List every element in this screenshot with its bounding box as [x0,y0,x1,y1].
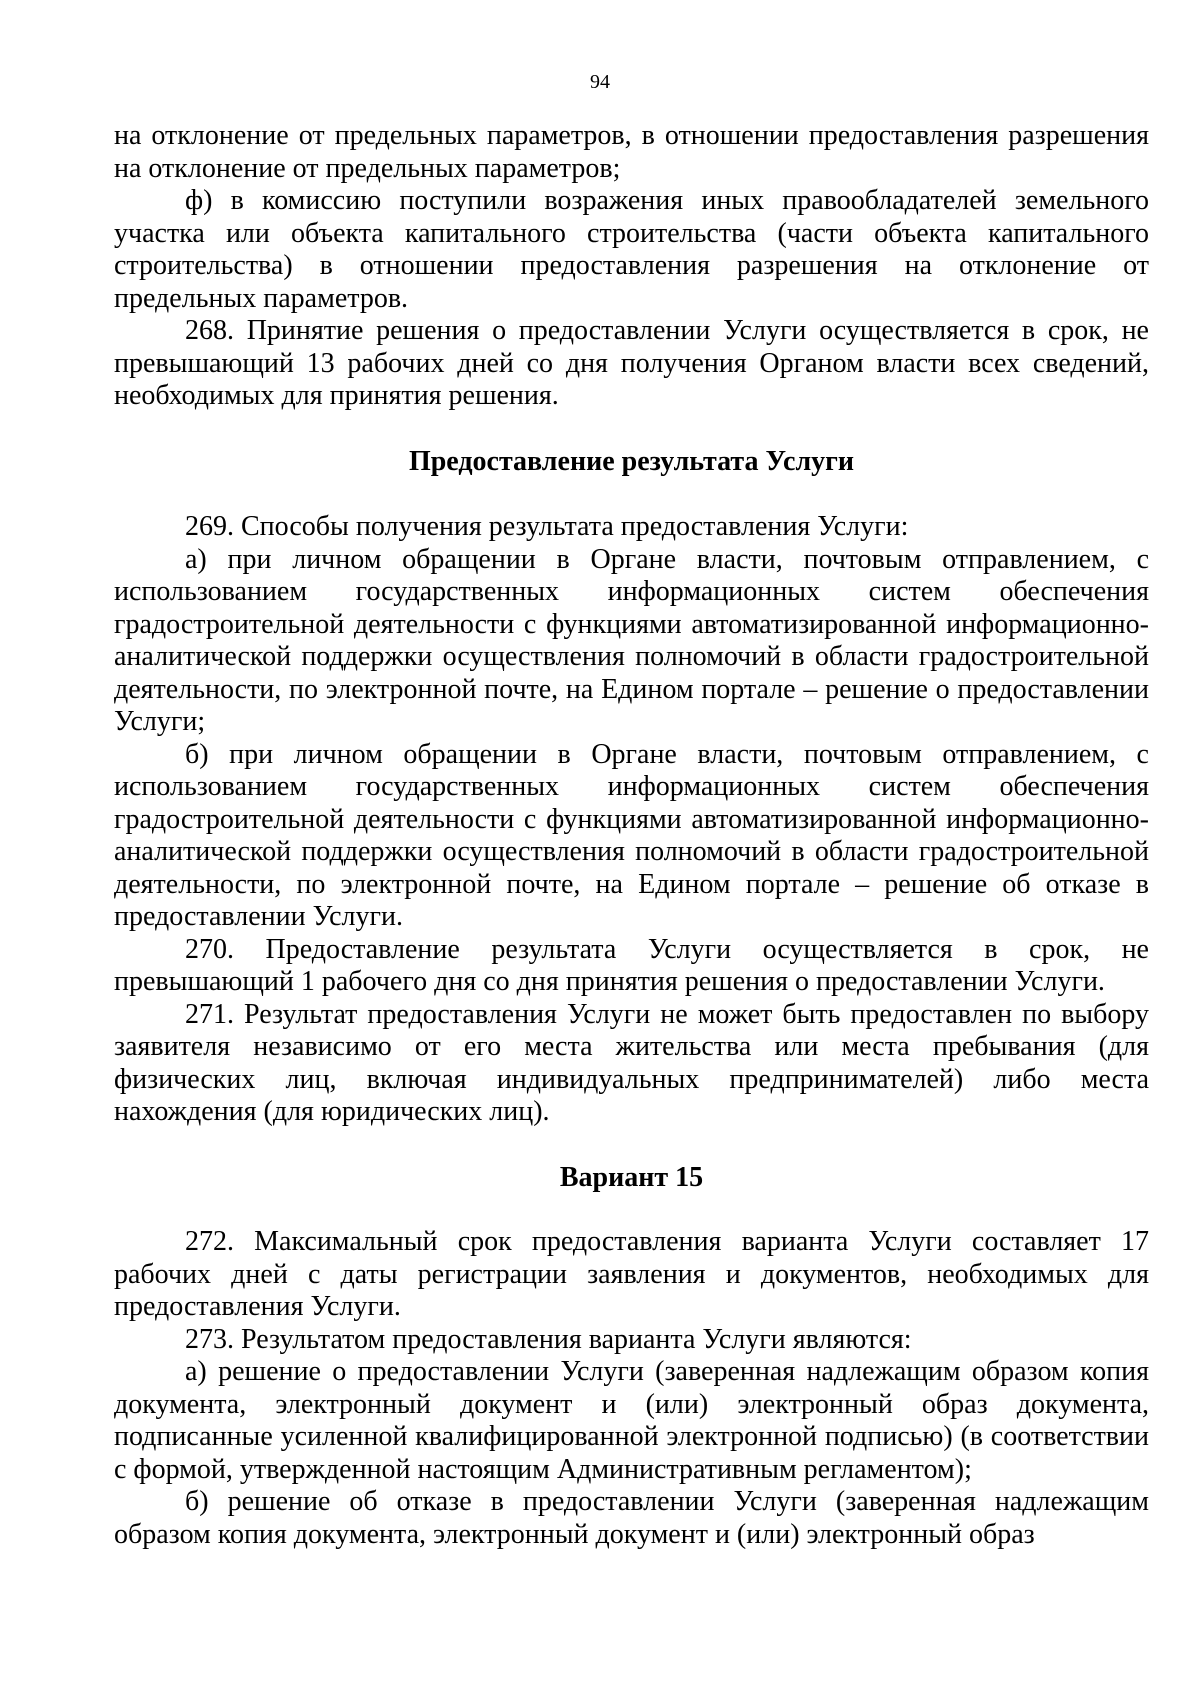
section-heading-result: Предоставление результата Услуги [408,445,855,477]
paragraph-273: 273. Результатом предоставления варианта Услуги являются: [185,1323,912,1355]
section-heading-variant-15: Вариант 15 [559,1161,704,1193]
paragraph-272: 272. Максимальный срок предоставления варианта Услуги составляет 17 рабочих дней с даты регистрации заявления и документов, необходимых для предоставления Услуги. [114,1226,1149,1322]
paragraph-269: 269. Способы получения результата предоставления Услуги: [185,511,909,542]
page-number: 94 [590,71,610,93]
paragraph-271: 271. Результат предоставления Услуги не может быть предоставлен по выбору заявителя независимо от его места жительства или места пребывания (для физических лиц, включая индивидуальных предпринимателей) либо места нахождения (для юридических лиц). [114,998,1149,1127]
paragraph-269-b: б) при личном обращении в Органе власти, почтовым отправлением, с использованием государственных информационных систем обеспечения градостроительной деятельности с функциями автоматизированной информационно-аналитической поддержки осуществления полномочий в области градостроительной деятельности, по электронной почте, на Едином портале – решение об отказе в предоставлении Услуги. [114,738,1149,932]
document-body [114,120,1149,1551]
paragraph-item-f: ф) в комиссию поступили возражения иных правообладателей земельного участка или объекта капитального строительства (части объекта капитального строительства) в отношении предоставления разрешения на отклонение от предельных параметров. [114,185,1149,314]
paragraph-273-b: б) решение об отказе в предоставлении Услуги (заверенная надлежащим образом копия документа, электронный документ и (или) электронный образ [114,1486,1149,1550]
paragraph-268: 268. Принятие решения о предоставлении Услуги осуществляется в срок, не превышающий 13 рабочих дней со дня получения Органом власти всех сведений, необходимых для принятия решения. [114,315,1149,411]
paragraph-continuation: на отклонение от предельных параметров, в отношении предоставления разрешения на отклонение от предельных параметров; [114,120,1149,184]
paragraph-269-a: а) при личном обращении в Органе власти, почтовым отправлением, с использованием государственных информационных систем обеспечения градостроительной деятельности с функциями автоматизированной информационно-аналитической поддержки осуществления полномочий в области градостроительной деятельности, по электронной почте, на Едином портале – решение о предоставлении Услуги; [114,543,1149,737]
paragraph-273-a: а) решение о предоставлении Услуги (заверенная надлежащим образом копия документа, электронный документ и (или) электронный образ документа, подписанные усиленной квалифицированной электронной подписью) (в соответствии с формой, утвержденной настоящим Административным регламентом); [114,1356,1149,1485]
paragraph-270: 270. Предоставление результата Услуги осуществляется в срок, не превышающий 1 рабочего дня со дня принятия решения о предоставлении Услуги. [114,933,1149,997]
